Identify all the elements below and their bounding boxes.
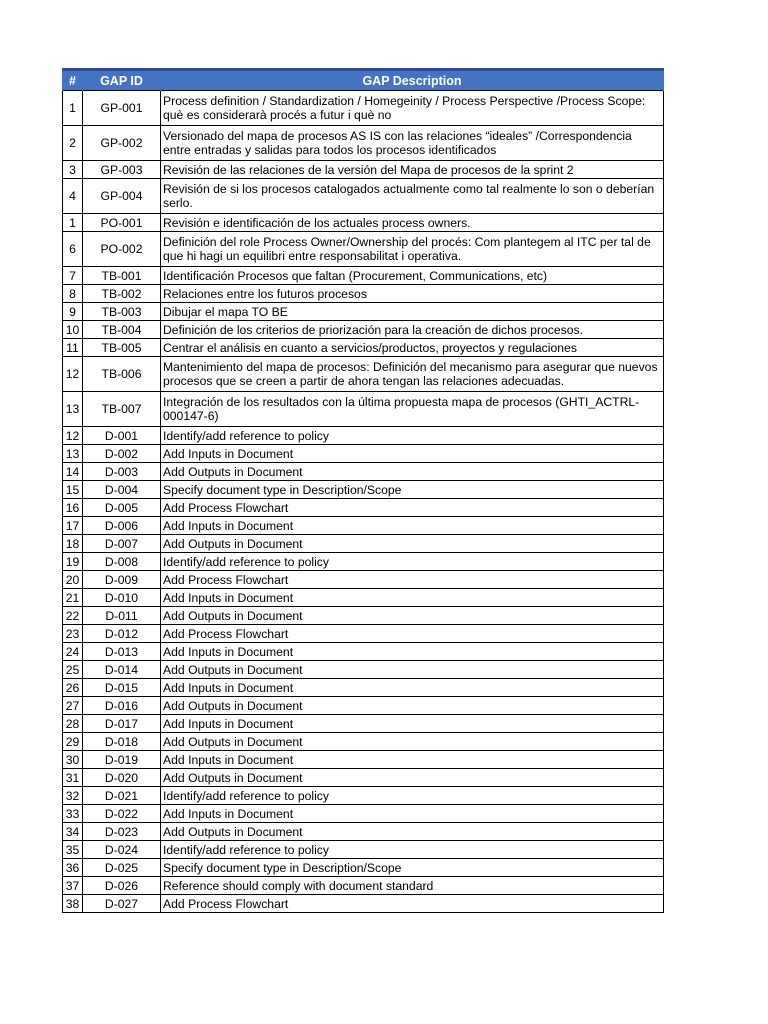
- row-number: 16: [63, 499, 83, 517]
- gap-description-cell: Add Inputs in Document: [161, 589, 664, 607]
- gap-description-cell: Add Outputs in Document: [161, 769, 664, 787]
- gap-description-cell: Add Outputs in Document: [161, 661, 664, 679]
- table-row: [63, 589, 664, 607]
- table-row: [63, 805, 664, 823]
- table-row: [63, 179, 664, 214]
- gap-id-cell: D-004: [83, 481, 161, 499]
- gap-description-cell: Add Outputs in Document: [161, 733, 664, 751]
- table-row: [63, 499, 664, 517]
- gap-description-cell: Identify/add reference to policy: [161, 427, 664, 445]
- table-row: [63, 625, 664, 643]
- gap-description-cell: Add Process Flowchart: [161, 571, 664, 589]
- table-row: [63, 427, 664, 445]
- table-row: [63, 445, 664, 463]
- gap-id-cell: D-023: [83, 823, 161, 841]
- table-row: [63, 91, 664, 126]
- row-number: 34: [63, 823, 83, 841]
- row-number: 24: [63, 643, 83, 661]
- table-row: [63, 535, 664, 553]
- gap-description-cell: Add Outputs in Document: [161, 697, 664, 715]
- row-number: 36: [63, 859, 83, 877]
- gap-description-cell: Process definition / Standardization / Homegeinity / Process Perspective /Process Scope: què es considerarà procés a futur i què no: [161, 91, 664, 126]
- gap-description-cell: Add Inputs in Document: [161, 679, 664, 697]
- table-row: [63, 553, 664, 571]
- gap-id-cell: PO-001: [83, 214, 161, 232]
- table-header: [63, 70, 664, 91]
- table-row: [63, 285, 664, 303]
- gap-description-cell: Specify document type in Description/Scope: [161, 859, 664, 877]
- row-number: 12: [63, 427, 83, 445]
- gap-id-cell: D-018: [83, 733, 161, 751]
- gap-id-cell: GP-002: [83, 126, 161, 161]
- row-number: 1: [63, 214, 83, 232]
- row-number: 29: [63, 733, 83, 751]
- header-gap-description: GAP Description: [161, 70, 664, 91]
- gap-id-cell: TB-001: [83, 267, 161, 285]
- row-number: 28: [63, 715, 83, 733]
- gap-id-cell: GP-004: [83, 179, 161, 214]
- gap-description-cell: Integración de los resultados con la última propuesta mapa de procesos (GHTI_ACTRL-000147-6): [161, 392, 664, 427]
- table-body: [63, 91, 664, 913]
- row-number: 17: [63, 517, 83, 535]
- row-number: 4: [63, 179, 83, 214]
- gap-description-cell: Revisión e identificación de los actuales process owners.: [161, 214, 664, 232]
- row-number: 26: [63, 679, 83, 697]
- gap-description-cell: Add Process Flowchart: [161, 499, 664, 517]
- gap-id-cell: TB-004: [83, 321, 161, 339]
- row-number: 31: [63, 769, 83, 787]
- gap-id-cell: D-020: [83, 769, 161, 787]
- table-row: [63, 339, 664, 357]
- gap-id-cell: D-007: [83, 535, 161, 553]
- gap-id-cell: TB-003: [83, 303, 161, 321]
- gap-description-cell: Definición del role Process Owner/Ownership del procés: Com plantegem al ITC per tal de que hi hagi un equilibri entre responsabilitat i operativa.: [161, 232, 664, 267]
- row-number: 25: [63, 661, 83, 679]
- gap-id-cell: D-002: [83, 445, 161, 463]
- row-number: 11: [63, 339, 83, 357]
- gap-description-cell: Add Inputs in Document: [161, 643, 664, 661]
- table-row: [63, 232, 664, 267]
- gap-id-cell: D-025: [83, 859, 161, 877]
- gap-description-cell: Identificación Procesos que faltan (Procurement, Communications, etc): [161, 267, 664, 285]
- table-row: [63, 769, 664, 787]
- table-row: [63, 357, 664, 392]
- row-number: 12: [63, 357, 83, 392]
- gap-description-cell: Add Process Flowchart: [161, 895, 664, 913]
- gap-id-cell: D-021: [83, 787, 161, 805]
- gap-id-cell: D-016: [83, 697, 161, 715]
- row-number: 19: [63, 553, 83, 571]
- gap-description-cell: Add Inputs in Document: [161, 805, 664, 823]
- row-number: 20: [63, 571, 83, 589]
- table-row: [63, 895, 664, 913]
- table-row: [63, 392, 664, 427]
- table-row: [63, 267, 664, 285]
- header-gap-id: GAP ID: [83, 70, 161, 91]
- gap-description-cell: Add Outputs in Document: [161, 535, 664, 553]
- row-number: 9: [63, 303, 83, 321]
- table-row: [63, 679, 664, 697]
- row-number: 30: [63, 751, 83, 769]
- row-number: 6: [63, 232, 83, 267]
- gap-description-cell: Add Inputs in Document: [161, 445, 664, 463]
- gap-description-cell: Add Outputs in Document: [161, 463, 664, 481]
- row-number: 10: [63, 321, 83, 339]
- row-number: 1: [63, 91, 83, 126]
- row-number: 32: [63, 787, 83, 805]
- row-number: 27: [63, 697, 83, 715]
- gap-description-cell: Versionado del mapa de procesos AS IS con las relaciones “ideales” /Correspondencia entre entradas y salidas para todos los procesos identificados: [161, 126, 664, 161]
- gap-id-cell: D-012: [83, 625, 161, 643]
- gap-id-cell: TB-007: [83, 392, 161, 427]
- table-row: [63, 697, 664, 715]
- table-row: [63, 841, 664, 859]
- gap-id-cell: TB-005: [83, 339, 161, 357]
- gap-description-cell: Specify document type in Description/Scope: [161, 481, 664, 499]
- row-number: 37: [63, 877, 83, 895]
- row-number: 13: [63, 392, 83, 427]
- table-row: [63, 643, 664, 661]
- gap-description-cell: Revisión de las relaciones de la versión del Mapa de procesos de la sprint 2: [161, 161, 664, 179]
- row-number: 8: [63, 285, 83, 303]
- table-row: [63, 661, 664, 679]
- gap-description-cell: Relaciones entre los futuros procesos: [161, 285, 664, 303]
- row-number: 3: [63, 161, 83, 179]
- gap-id-cell: D-015: [83, 679, 161, 697]
- table-row: [63, 571, 664, 589]
- table-row: [63, 463, 664, 481]
- gap-id-cell: D-026: [83, 877, 161, 895]
- gap-id-cell: D-013: [83, 643, 161, 661]
- gap-id-cell: TB-006: [83, 357, 161, 392]
- gap-id-cell: D-006: [83, 517, 161, 535]
- table-row: [63, 877, 664, 895]
- gap-description-cell: Add Outputs in Document: [161, 823, 664, 841]
- gap-id-cell: D-017: [83, 715, 161, 733]
- row-number: 33: [63, 805, 83, 823]
- table-row: [63, 715, 664, 733]
- gap-id-cell: D-027: [83, 895, 161, 913]
- gap-description-cell: Add Inputs in Document: [161, 715, 664, 733]
- gap-description-cell: Identify/add reference to policy: [161, 841, 664, 859]
- gap-id-cell: GP-001: [83, 91, 161, 126]
- row-number: 21: [63, 589, 83, 607]
- gap-id-cell: D-009: [83, 571, 161, 589]
- table-row: [63, 607, 664, 625]
- gap-id-cell: GP-003: [83, 161, 161, 179]
- gap-description-cell: Revisión de si los procesos catalogados actualmente como tal realmente lo son o deberían serlo.: [161, 179, 664, 214]
- row-number: 15: [63, 481, 83, 499]
- gap-id-cell: TB-002: [83, 285, 161, 303]
- table-row: [63, 161, 664, 179]
- row-number: 14: [63, 463, 83, 481]
- gap-table: [62, 68, 664, 913]
- table-row: [63, 787, 664, 805]
- row-number: 13: [63, 445, 83, 463]
- gap-id-cell: D-024: [83, 841, 161, 859]
- gap-description-cell: Add Outputs in Document: [161, 607, 664, 625]
- gap-description-cell: Dibujar el mapa TO BE: [161, 303, 664, 321]
- table-row: [63, 321, 664, 339]
- gap-id-cell: D-008: [83, 553, 161, 571]
- gap-id-cell: D-019: [83, 751, 161, 769]
- table-row: [63, 303, 664, 321]
- gap-description-cell: Identify/add reference to policy: [161, 787, 664, 805]
- gap-id-cell: D-014: [83, 661, 161, 679]
- row-number: 7: [63, 267, 83, 285]
- row-number: 38: [63, 895, 83, 913]
- table-row: [63, 823, 664, 841]
- gap-id-cell: D-011: [83, 607, 161, 625]
- table-row: [63, 517, 664, 535]
- gap-description-cell: Definición de los criterios de priorización para la creación de dichos procesos.: [161, 321, 664, 339]
- table-row: [63, 214, 664, 232]
- row-number: 2: [63, 126, 83, 161]
- gap-id-cell: D-003: [83, 463, 161, 481]
- table-row: [63, 733, 664, 751]
- row-number: 23: [63, 625, 83, 643]
- gap-description-cell: Mantenimiento del mapa de procesos: Definición del mecanismo para asegurar que nuevos procesos que se creen a partir de ahora tengan las relaciones adecuadas.: [161, 357, 664, 392]
- gap-description-cell: Add Inputs in Document: [161, 517, 664, 535]
- row-number: 18: [63, 535, 83, 553]
- table-row: [63, 126, 664, 161]
- row-number: 22: [63, 607, 83, 625]
- gap-id-cell: PO-002: [83, 232, 161, 267]
- gap-description-cell: Add Process Flowchart: [161, 625, 664, 643]
- gap-table-sheet: [62, 68, 663, 913]
- row-number: 35: [63, 841, 83, 859]
- header-number: #: [63, 70, 83, 91]
- gap-id-cell: D-010: [83, 589, 161, 607]
- gap-id-cell: D-001: [83, 427, 161, 445]
- gap-description-cell: Identify/add reference to policy: [161, 553, 664, 571]
- table-row: [63, 859, 664, 877]
- table-row: [63, 751, 664, 769]
- gap-id-cell: D-022: [83, 805, 161, 823]
- gap-id-cell: D-005: [83, 499, 161, 517]
- gap-description-cell: Add Inputs in Document: [161, 751, 664, 769]
- gap-description-cell: Centrar el análisis en cuanto a servicios/productos, proyectos y regulaciones: [161, 339, 664, 357]
- table-row: [63, 481, 664, 499]
- gap-description-cell: Reference should comply with document standard: [161, 877, 664, 895]
